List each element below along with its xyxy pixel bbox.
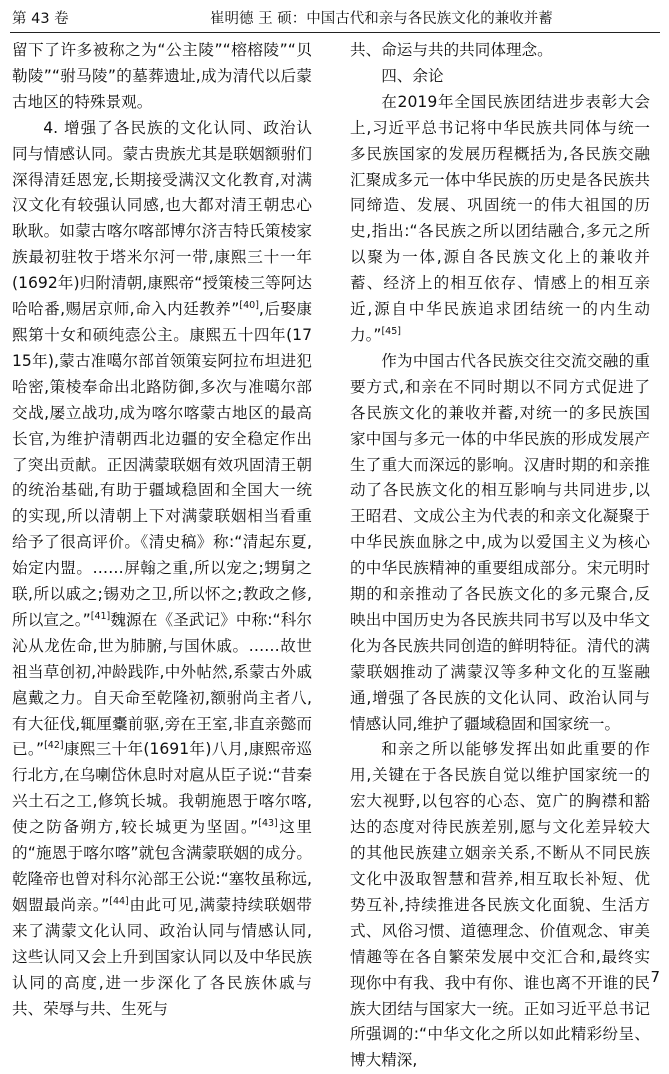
paragraph-text: 作为中国古代各民族交往交流交融的重要方式,和亲在不同时期以不同方式促进了各民族文化的兼收并蓄,对统一的多民族国家中国与多元一体的中华民族的形成发展产生了重大而深远的影响。汉唐时期的和亲推动了各民族文化的相互影响与共同进步,以王昭君、文成公主为代表的和亲文化凝聚于中华民族血脉之中,成为以爱国主义为核心的中华民族精神的重要组成部分。宋元明时期的和亲推动了各民族文化的多元聚合,反映出中国历史为各民族共同书写以及中华文化为各民族共同创造的鲜明特征。清代的满蒙联姻推动了满蒙汉等多种文化的互鉴融通,增强了各民族的文化认同、政治认同与情感认同,维护了疆域稳固和国家统一。	[350, 351, 650, 733]
body-paragraph	[350, 38, 650, 64]
header-rule	[10, 32, 660, 33]
paragraph-text: 和亲之所以能够发挥出如此重要的作用,关键在于各民族自觉以维护国家统一的宏大视野,以包容的心态、宽广的胸襟和豁达的态度对待民族差别,愿与文化差异较大的其他民族建立姻亲关系,不断从不同民族文化中汲取智慧和营养,相互取长补短、优势互补,持续推进各民族文化面貌、生活方式、风俗习惯、道德理念、价值观念、审美情趣等在各自繁荣发展中交汇合和,最终实现你中有我、我中有你、谁也离不开谁的民族大团结与国家大一统。正如习近平总书记所强调的:“中华文化之所以如此精彩纷呈、博大精深,	[350, 740, 650, 1070]
paragraph-text: 4. 增强了各民族的文化认同、政治认同与情感认同。蒙古贵族尤其是联姻额驸们深得清廷恩宠,长期接受满汉文化教育,对满汉文化有较强认同感,也大都对清王朝忠心耿耿。如蒙古喀尔喀部博尔济吉特氏策棱家族最初驻牧于塔米尔河一带,康熙三十一年(1692年)归附清朝,康熙帝“授策棱三等阿达哈哈番,赐居京师,命入内廷教养”	[12, 118, 312, 319]
paragraph-text: 由此可见,满蒙持续联姻带来了满蒙文化认同、政治认同与情感认同,这些认同又会上升到国家认同以及中华民族认同的高度,进一步深化了各民族休戚与共、荣辱与共、生死与	[12, 895, 312, 1018]
citation-ref: [45]	[381, 325, 401, 337]
paragraph-text: ,后娶康熙第十女和硕纯悫公主。康熙五十四年(1715年),蒙古准噶尔部首领策妄阿拉布坦进犯哈密,策棱奉命出北路防御,多次与准噶尔部交战,屡立战功,成为喀尔喀蒙古地区的最高长官,为维护清朝西北边疆的安全稳定作出了突出贡献。正因满蒙联姻有效巩固清王朝的统治基础,有助于疆域稳固和全国大一统的实现,所以清朝上下对满蒙联姻相当看重给予了很高评价。《清史稿》称:“清起东夏,始定内盟。……屏翰之重,所以宠之;甥舅之联,所以戚之;锡劝之卫,所以怀之;教政之修,所以宣之。”	[12, 300, 312, 629]
paragraph-text: 康熙三十年(1691年)八月,康熙帝巡行北方,在乌喇岱休息时对扈从臣子说:“昔秦兴土石之工,修筑长城。我朝施恩于喀尔喀,使之防备朔方,较长城更为坚固。”	[12, 740, 313, 837]
body-paragraph	[12, 38, 312, 116]
author-title: 崔明德 王 硕：中国古代和亲与各民族文化的兼收并蓄	[210, 11, 553, 27]
right-column	[350, 38, 650, 1074]
citation-ref: [41]	[90, 610, 111, 622]
body-paragraph	[350, 737, 650, 1074]
citation-ref: [42]	[44, 740, 64, 752]
citation-ref: [40]	[239, 300, 259, 312]
paragraph-text: 共、命运与共的共同体理念。	[350, 41, 553, 59]
paragraph-text: 在2019年全国民族团结进步表彰大会上,习近平总书记将中华民族共同体与统一多民族国家的发展历程概括为,各民族交融汇聚成多元一体中华民族的历史是各民族共同缔造、发展、巩固统一的伟大祖国的历史,指出:“各民族之所以团结融合,多元之所以聚为一体,源自各民族文化上的兼收并蓄、经济上的相互依存、情感上的相互亲近,源自中华民族追求团结统一的内生动力。”	[350, 92, 650, 344]
citation-ref: [44]	[109, 895, 129, 907]
paragraph-text: 四、余论	[381, 66, 444, 85]
left-column	[12, 38, 312, 1022]
paragraph-text: 这里的“施恩于喀尔喀”就包含满蒙联姻的成分。乾隆帝也曾对科尔沁部王公说:“塞牧虽称远,姻盟最尚亲。”	[12, 818, 312, 914]
body-paragraph	[350, 90, 650, 349]
running-header	[10, 8, 660, 30]
body-paragraph	[350, 349, 650, 738]
paragraph-text: 留下了许多被称之为“公主陵”“榕榕陵”“贝勒陵”“驸马陵”的墓葬遗址,成为清代以后蒙古地区的特殊景观。	[12, 41, 312, 111]
page-number: 7	[650, 968, 660, 986]
paragraph-text: 魏源在《圣武记》中称:“科尔沁从龙佐命,世为肺腑,与国休戚。……故世祖当草创初,冲龄践阼,中外帖然,系蒙古外戚扈戴之力。自天命至乾隆初,额驸尚主者八,有大征伐,辄厘櫜前驱,旁在王室,非直亲懿而已。”	[12, 610, 312, 759]
body-paragraph	[12, 116, 312, 1023]
volume-label: 第 43 卷	[12, 11, 69, 27]
section-heading	[350, 64, 650, 90]
citation-ref: [43]	[258, 818, 278, 830]
